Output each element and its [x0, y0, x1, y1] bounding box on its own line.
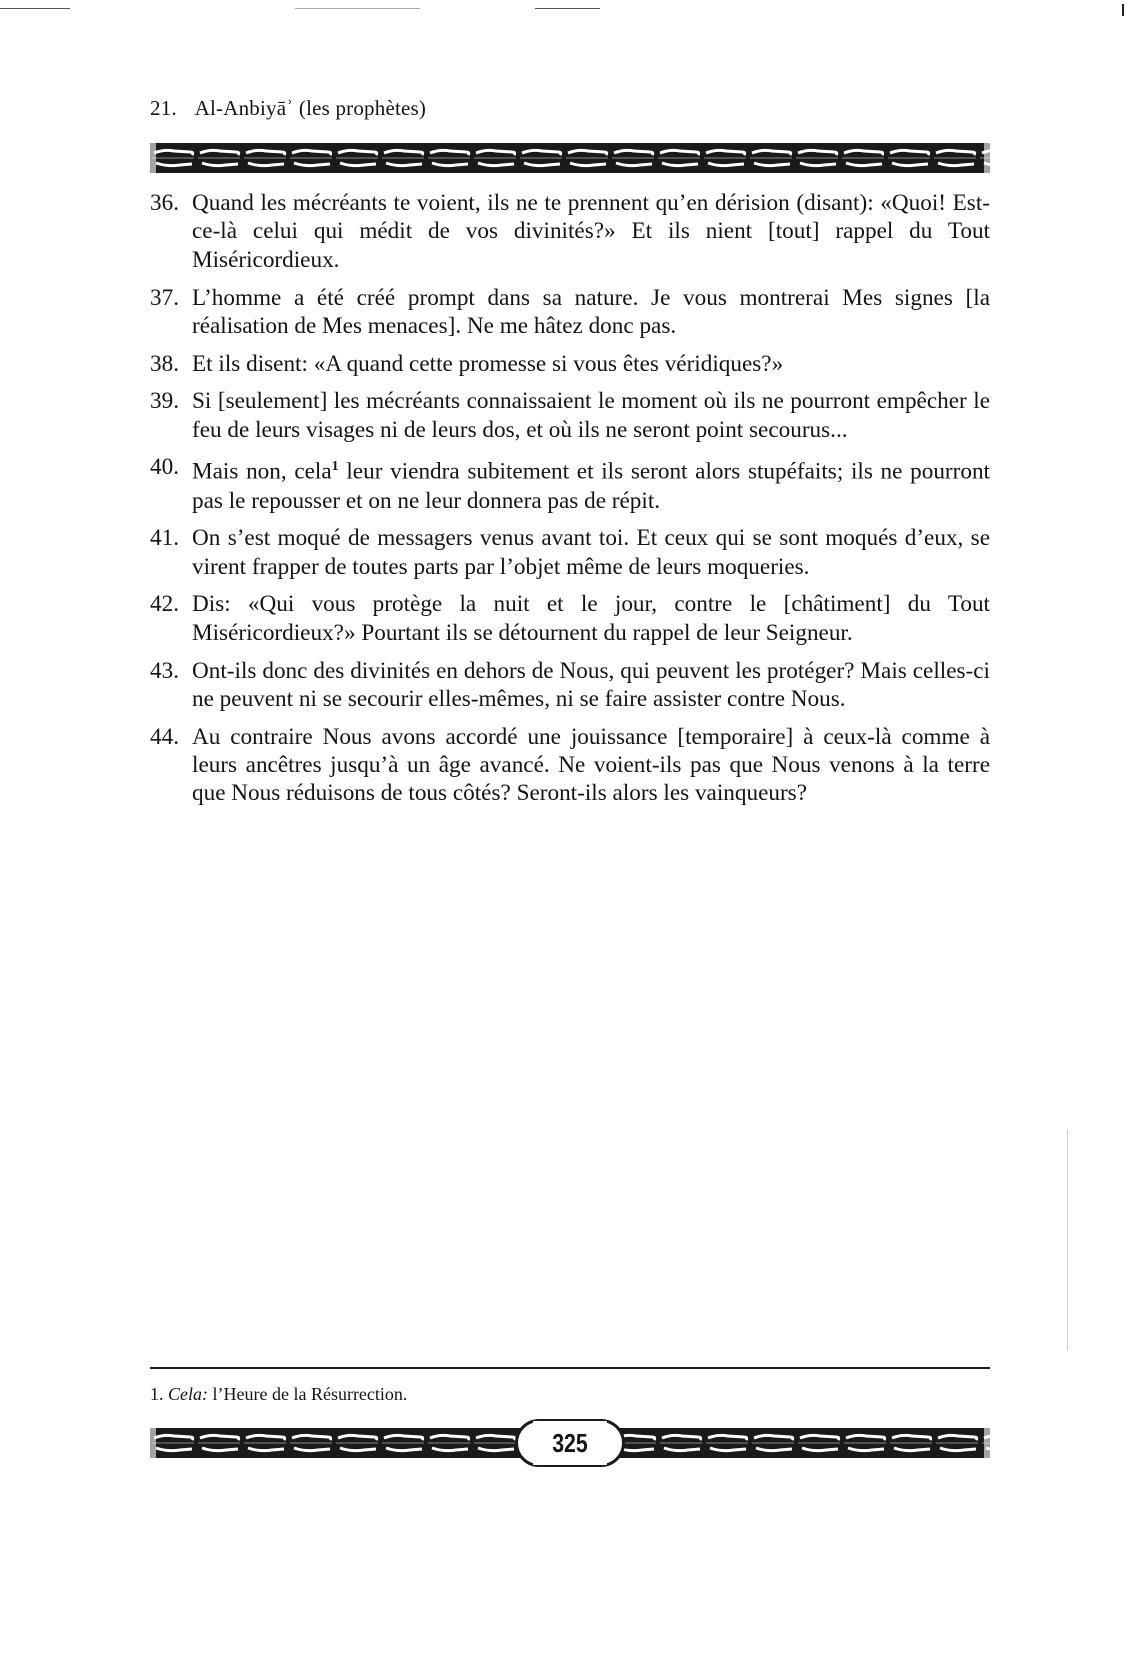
footnote-reference[interactable]: 1: [331, 459, 339, 475]
bottom-ornament-band-left: [150, 1428, 528, 1458]
footnote-marker: 1.: [150, 1384, 164, 1404]
verse-43: [150, 657, 990, 714]
verse-text: On s’est moqué de messagers venus avant toi. Et ceux qui se sont moqués d’eux, se virent frapper de toutes parts par l’objet même de leurs moqueries.: [192, 525, 990, 580]
verse-number: 41.: [150, 525, 179, 552]
footnote-divider: [150, 1367, 990, 1369]
verse-number: 42.: [150, 591, 179, 618]
edge-mark: [1067, 1130, 1068, 1350]
verse-list: [150, 189, 990, 817]
verse-text: Si [seulement] les mécréants connaissaient le moment où ils ne pourront empêcher le feu de leurs visages ni de leurs dos, et où ils ne seront point secourus...: [192, 388, 990, 443]
verse-number: 40.: [150, 454, 179, 481]
bottom-ornament-band-right: [612, 1428, 990, 1458]
edge-mark: [1122, 4, 1124, 16]
footnote: [150, 1384, 407, 1405]
verse-text: Ont-ils donc des divinités en dehors de Nous, qui peuvent les protéger? Mais celles-ci ne peuvent ni se secourir elles-mêmes, ni se faire assister contre Nous.: [192, 657, 990, 712]
verse-40: [150, 453, 990, 515]
surah-number: 21.: [150, 96, 177, 120]
verse-number: 44.: [150, 723, 179, 750]
verse-text: [192, 453, 990, 515]
verse-38: [150, 350, 990, 378]
surah-name: Al-Anbiyāʾ: [194, 96, 294, 120]
verse-text: Et ils disent: «A quand cette promesse si vous êtes véridiques?»: [192, 350, 784, 377]
verse-number: 39.: [150, 388, 179, 415]
scan-line: [295, 8, 420, 9]
running-header: [150, 96, 426, 121]
top-ornament-band: [150, 143, 990, 173]
footnote-term: Cela:: [168, 1384, 208, 1404]
chain-ornament: [612, 1428, 990, 1458]
verse-37: [150, 284, 990, 341]
surah-translation: (les prophètes): [298, 96, 427, 120]
scan-line: [0, 8, 70, 9]
scan-line: [535, 8, 600, 9]
verse-41: [150, 524, 990, 581]
chain-ornament: [150, 1428, 528, 1458]
verse-text-part: Mais non, cela: [192, 459, 332, 486]
verse-36: [150, 189, 990, 274]
verse-number: 43.: [150, 657, 179, 684]
verse-text: Dis: «Qui vous protège la nuit et le jour, contre le [châtiment] du Tout Miséricordieux?» Pourtant ils se détournent du rappel de leur Seigneur.: [192, 591, 990, 646]
verse-text: Au contraire Nous avons accordé une jouissance [temporaire] à ceux-là comme à leurs ancêtres jusqu’à un âge avancé. Ne voient-ils pas que Nous venons à la terre que Nous réduisons de tous côtés? Seront-ils alors les vainqueurs?: [192, 723, 990, 807]
verse-text-part: leur viendra subitement et ils seront alors stupéfaits; ils ne pourront pas le repousser et on ne leur donnera pas de répit.: [192, 459, 990, 514]
verse-number: 38.: [150, 350, 179, 377]
page-number: 325: [533, 1421, 607, 1465]
verse-39: [150, 387, 990, 444]
chain-ornament: [150, 143, 990, 173]
verse-text: Quand les mécréants te voient, ils ne te prennent qu’en dérision (disant): «Quoi! Est-ce-là celui qui médit de vos divinités?» Et ils nient [tout] rappel du Tout Miséricordieux.: [192, 190, 990, 273]
verse-number: 37.: [150, 284, 179, 311]
verse-number: 36.: [150, 190, 179, 216]
verse-44: [150, 723, 990, 808]
verse-text: L’homme a été créé prompt dans sa nature. Je vous montrerai Mes signes [la réalisation de Mes menaces]. Ne me hâtez donc pas.: [192, 284, 990, 339]
verse-42: [150, 590, 990, 647]
footnote-text: l’Heure de la Résurrection.: [212, 1384, 408, 1404]
